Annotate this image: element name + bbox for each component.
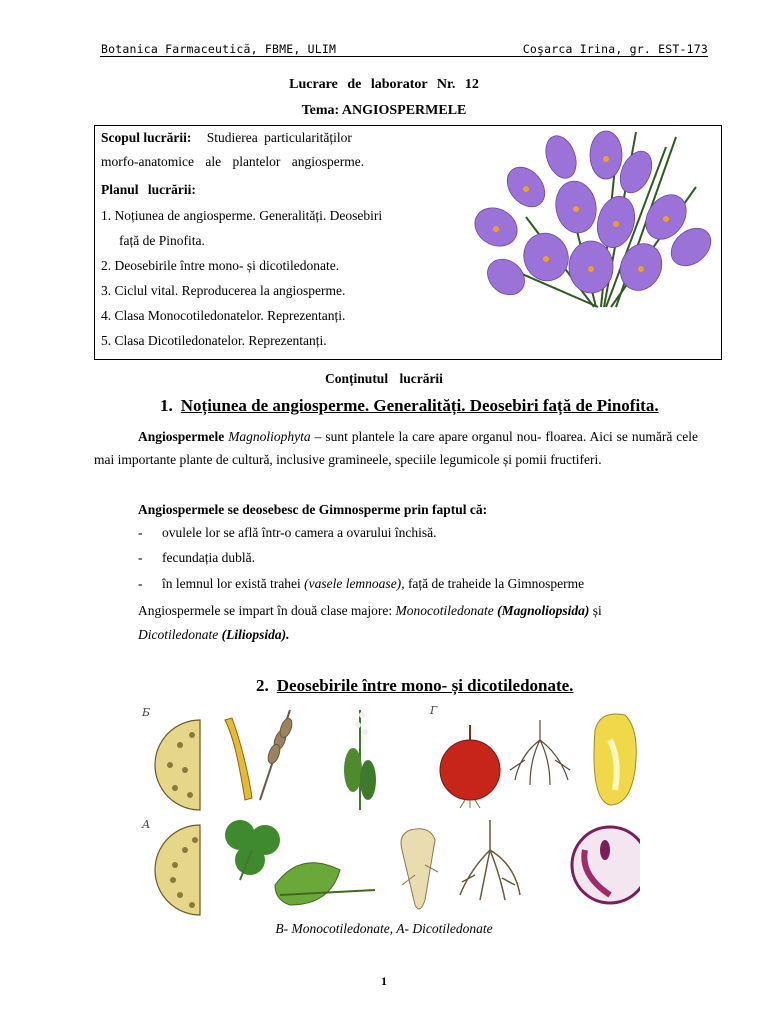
plan-item-5: 5. Clasa Dicotiledonatelor. Reprezentanți. (101, 333, 327, 348)
scope-line-1 (101, 130, 352, 146)
scope-text-2: morfo-anatomice ale plantelor angiosperme. (101, 154, 365, 169)
dicot-stem-section (155, 825, 200, 915)
plan-label: Planul lucrării: (101, 182, 196, 197)
plan-item-1-cont: față de Pinofita. (119, 233, 205, 248)
mono-dicot-figure (140, 700, 640, 920)
lily-of-valley (344, 710, 376, 810)
section-2-title: Deosebirile între mono- și dicotiledonate. (276, 676, 574, 695)
dicot-leaf (275, 863, 375, 905)
definition-text: – sunt plantele la care apare organul nou- floarea. Aici se numără cele mai importante plante de cultură, inclusive gramineele, speciile legumicole și pomii fructiferi. (94, 429, 699, 467)
label-b: Б (142, 706, 151, 719)
mono-leaf (225, 718, 252, 800)
plan-item-4: 4. Clasa Monocotiledonatelor. Reprezentanți. (101, 308, 346, 323)
clover-leaf (225, 820, 280, 880)
header-divider (100, 56, 708, 57)
lab-title: Lucrare de laborator Nr. 12 (289, 77, 479, 92)
branched-roots (460, 820, 520, 900)
figure-caption: B- Monocotiledonate, A- Dicotiledonate (275, 921, 493, 936)
onion-bulb (440, 725, 500, 808)
magnoliophyta-term: Magnoliophyta (228, 429, 311, 444)
dicot-seed (572, 827, 640, 903)
wheat-ear (260, 710, 294, 800)
bullet-1: - ovulele lor se află într-o camera a ovarului închisă. (138, 525, 437, 540)
plan-item-3: 3. Ciclul vital. Reproducerea la angiosperme. (101, 283, 346, 298)
section-2-heading (256, 676, 573, 696)
section-1-title: Noțiunea de angiosperme. Generalități. Deosebiri față de Pinofita. (180, 396, 659, 415)
fibrous-roots (510, 720, 570, 785)
section-1-number: 1. (160, 396, 173, 415)
monocot-seed (594, 714, 636, 805)
scope-text-1: Studierea particularităților (206, 130, 352, 145)
topic-title: Tema: ANGIOSPERMELE (301, 103, 467, 118)
classes-line-1: Angiospermele se impart în două clase majore: Monocotiledonate (Magnoliopsida) și (138, 603, 602, 618)
plan-item-2: 2. Deosebirile între mono- și dicotiledonate. (101, 258, 340, 273)
classes-line-2: Dicotiledonate (Liliopsida). (138, 627, 290, 642)
content-title: Conținutul lucrării (325, 371, 443, 386)
angiosperms-definition (94, 425, 698, 471)
angiosperms-word: Angiospermele (138, 429, 225, 444)
bullet-2: - fecundația dublă. (138, 550, 255, 565)
label-a: А (142, 818, 151, 831)
taproot (401, 829, 438, 909)
scope-label: Scopul lucrării: (101, 130, 192, 145)
section-1-heading (160, 396, 659, 416)
crocus-flowers-image (466, 127, 720, 310)
mono-stem-section (155, 720, 200, 810)
header-left: Botanica Farmaceutică, FBME, ULIM (101, 42, 337, 56)
section-2-number: 2. (256, 676, 269, 695)
page-number: 1 (381, 974, 387, 988)
header-right: Coşarca Irina, gr. EST-173 (522, 42, 708, 56)
differences-heading: Angiospermele se deosebesc de Gimnosperme prin faptul că: (138, 502, 488, 517)
bullet-3: - în lemnul lor există trahei (vasele lemnoase), față de traheide la Gimnosperme (138, 576, 585, 591)
plan-item-1: 1. Noțiunea de angiosperme. Generalități. Deosebiri (101, 208, 383, 223)
label-g: Г (430, 704, 438, 717)
